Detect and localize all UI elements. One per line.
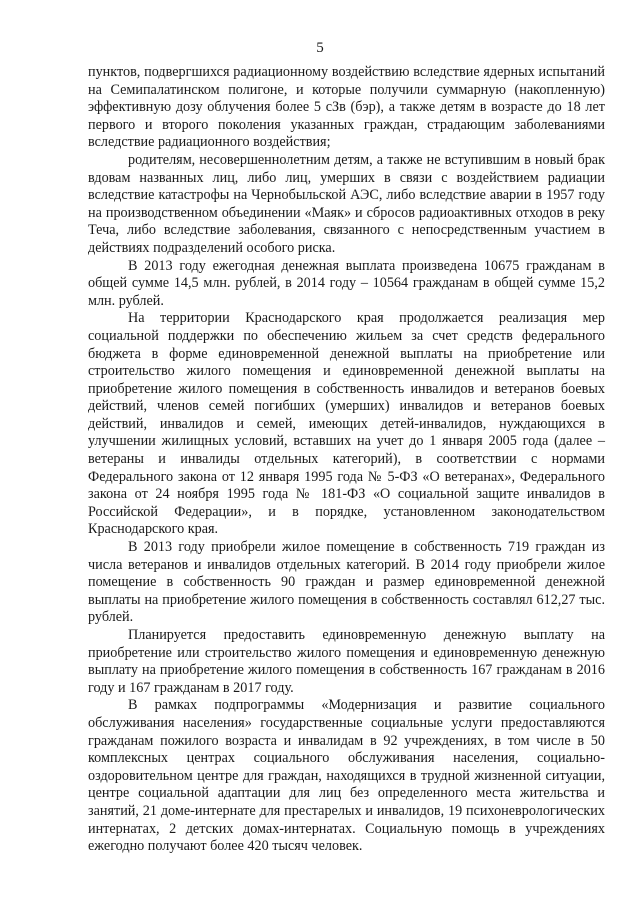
paragraph-2: родителям, несовершеннолетним детям, а также не вступившим в новый брак вдовам названных лиц, либо лиц, умерших в связи с воздействием радиации вследствие катастрофы на Чернобыльской АЭС, либо вследствие аварии в 1957 году на производственном объединении «Маяк» и сбросов радиоактивных отходов в реку Теча, либо вследствие заболевания, связанного с непосредственным участием в действиях подразделений особого риска. [88, 151, 605, 256]
document-body [88, 64, 605, 856]
paragraph-3: В 2013 году ежегодная денежная выплата произведена 10675 гражданам в общей сумме 14,5 млн. рублей, в 2014 году – 10564 гражданам в общей сумме 15,2 млн. рублей. [88, 257, 605, 309]
paragraph-6: Планируется предоставить единовременную денежную выплату на приобретение или строительство жилого помещения и единовременную денежную выплату на приобретение жилого помещения в собственность 167 гражданам в 2016 году и 167 гражданам в 2017 году. [88, 627, 605, 696]
paragraph-5: В 2013 году приобрели жилое помещение в собственность 719 граждан из числа ветеранов и инвалидов отдельных категорий. В 2014 году приобрели жилое помещение в собственность 90 граждан и размер единовременной денежной выплаты на приобретение жилого помещения в собственность составлял 612,27 тыс. рублей. [88, 539, 605, 626]
paragraph-4: На территории Краснодарского края продолжается реализация мер социальной поддержки по обеспечению жильем за счет средств федерального бюджета в форме единовременной денежной выплаты на приобретение или строительство жилого помещения и единовременной денежной выплаты на приобретение жилого помещения в собственность инвалидов и ветеранов боевых действий, членов семей погибших (умерших) инвалидов и ветеранов боевых действий, инвалидов и семей, имеющих детей-инвалидов, нуждающихся в улучшении жилищных условий, вставших на учет до 1 января 2005 года (далее – ветераны и инвалиды отдельных категорий), в соответствии с нормами Федерального закона от 12 января 1995 года № 5-ФЗ «О ветеранах», Федерального закона от 24 ноября 1995 года № 181-ФЗ «О социальной защите инвалидов в Российской Федерации», и в порядке, установленном законодательством Краснодарского края. [88, 310, 605, 538]
paragraph-1: пунктов, подвергшихся радиационному воздействию вследствие ядерных испытаний на Семипалатинском полигоне, и которые получили суммарную (накопленную) эффективную дозу облучения более 5 сЗв (бэр), а также детям в возрасте до 18 лет первого и второго поколения указанных граждан, страдающим заболеваниями вследствие радиационного воздействия; [88, 64, 605, 151]
page-number: 5 [316, 40, 324, 56]
paragraph-7: В рамках подпрограммы «Модернизация и развитие социального обслуживания населения» государственные социальные услуги предоставляются гражданам пожилого возраста и инвалидам в 92 учреждениях, в том числе в 50 комплексных центрах социального обслуживания населения, социально-оздоровительном центре для граждан, находящихся в трудной жизненной ситуации, центре социальной адаптации для лиц без определенного места жительства и занятий, 21 доме-интернате для престарелых и инвалидов, 19 психоневрологических интернатах, 2 детских домах-интернатах. Социальную помощь в учреждениях ежегодно получают более 420 тысяч человек. [88, 697, 605, 855]
